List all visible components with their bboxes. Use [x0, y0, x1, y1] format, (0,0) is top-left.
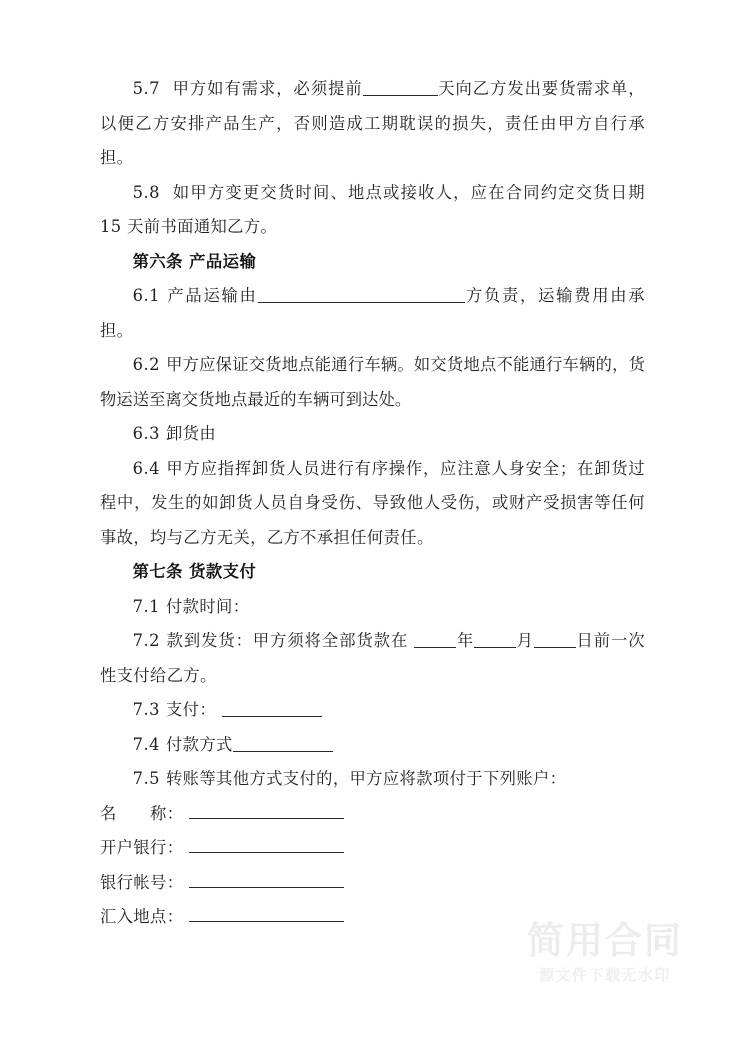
fill-in-blank-year[interactable] [414, 632, 456, 648]
clause-6-4 [100, 452, 645, 556]
article-7-heading: 第七条 货款支付 [132, 562, 257, 581]
account-label-bank: 开户银行： [100, 838, 184, 857]
fill-in-blank-transport-party[interactable] [258, 287, 465, 303]
clause-5-7-text-before: 甲方如有需求，必须提前 [172, 79, 363, 98]
fill-in-blank-day[interactable] [534, 632, 576, 648]
clause-number-6-2: 6.2 [132, 355, 160, 374]
document-body [100, 72, 645, 935]
clause-number-6-1: 6.1 [132, 286, 160, 305]
clause-7-1 [100, 590, 645, 625]
clause-7-4-text: 付款方式 [166, 734, 233, 754]
clause-number-5-7: 5.7 [132, 79, 160, 98]
account-row-name [100, 797, 645, 832]
account-label-location: 汇入地点： [100, 907, 184, 926]
fill-in-blank-month[interactable] [474, 632, 516, 648]
clause-5-8 [100, 176, 645, 245]
watermark-sub-text: 源文件下载无水印 [538, 966, 671, 984]
fill-in-blank-advance-days[interactable] [363, 80, 438, 96]
clause-6-1-text-after: 方负责，运输费用由承担。 [100, 286, 645, 340]
account-row-number [100, 866, 645, 901]
clause-7-3-text: 支付： [166, 700, 217, 719]
clause-number-7-3: 7.3 [132, 700, 160, 719]
clause-7-2 [100, 624, 645, 693]
clause-6-3 [100, 417, 645, 452]
account-input-name[interactable] [189, 802, 344, 818]
clause-7-1-text: 付款时间： [166, 596, 250, 616]
clause-6-3-text: 卸货由 [166, 424, 217, 443]
clause-5-8-text: 如甲方变更交货时间、地点或接收人，应在合同约定交货日期 15 天前书面通知乙方。 [100, 182, 645, 236]
clause-7-2-unit-month: 月 [516, 631, 534, 650]
clause-7-5 [100, 762, 645, 797]
clause-6-2-text: 甲方应保证交货地点能通行车辆。如交货地点不能通行车辆的，货物运送至离交货地点最近的车辆可到达处。 [100, 355, 645, 409]
account-row-bank [100, 831, 645, 866]
account-input-number[interactable] [189, 871, 344, 887]
fill-in-blank-payment-method[interactable] [233, 735, 333, 751]
clause-7-2-text-after: 一次性支付给乙方。 [100, 631, 645, 685]
account-label-number: 银行帐号： [100, 872, 184, 892]
clause-number-7-4: 7.4 [132, 734, 160, 754]
clause-5-7-text-after: 天向乙方发出要货需求单，以便乙方安排产品生产，否则造成工期耽误的损失，责任由甲方自行承担。 [100, 79, 645, 167]
account-details-list [100, 797, 645, 935]
clause-6-2 [100, 348, 645, 417]
account-row-location [100, 900, 645, 935]
clause-number-6-4: 6.4 [132, 458, 160, 478]
clause-6-1-text-before: 产品运输由 [166, 286, 258, 305]
clause-7-2-unit-day: 日前 [575, 631, 612, 650]
clause-6-4-text: 甲方应指挥卸货人员进行有序操作，应注意人身安全；在卸货过程中，发生的如卸货人员自身受伤、导致他人受伤，或财产受损害等任何事故，均与乙方无关，乙方不承担任何责任。 [100, 458, 645, 547]
clause-7-2-unit-year: 年 [456, 631, 475, 650]
clause-7-5-text: 转账等其他方式支付的，甲方应将款项付于下列账户： [166, 769, 567, 788]
account-label-name: 名 称： [100, 803, 184, 823]
fill-in-blank-payment[interactable] [222, 701, 322, 717]
clause-7-4 [100, 728, 645, 763]
clause-5-7 [100, 72, 645, 176]
clause-number-7-2: 7.2 [132, 631, 160, 650]
article-6-heading: 第六条 产品运输 [132, 251, 257, 271]
watermark-main-text: 简用合同 [527, 919, 683, 962]
clause-number-5-8: 5.8 [132, 182, 160, 202]
clause-number-6-3: 6.3 [132, 424, 160, 443]
clause-7-3 [100, 693, 645, 728]
account-input-location[interactable] [189, 906, 344, 922]
clause-number-7-1: 7.1 [132, 596, 160, 616]
clause-7-2-text-before: 款到发货：甲方须将全部货款在 [166, 631, 409, 650]
clause-6-1 [100, 279, 645, 348]
clause-number-7-5: 7.5 [132, 769, 160, 788]
account-input-bank[interactable] [189, 837, 344, 853]
